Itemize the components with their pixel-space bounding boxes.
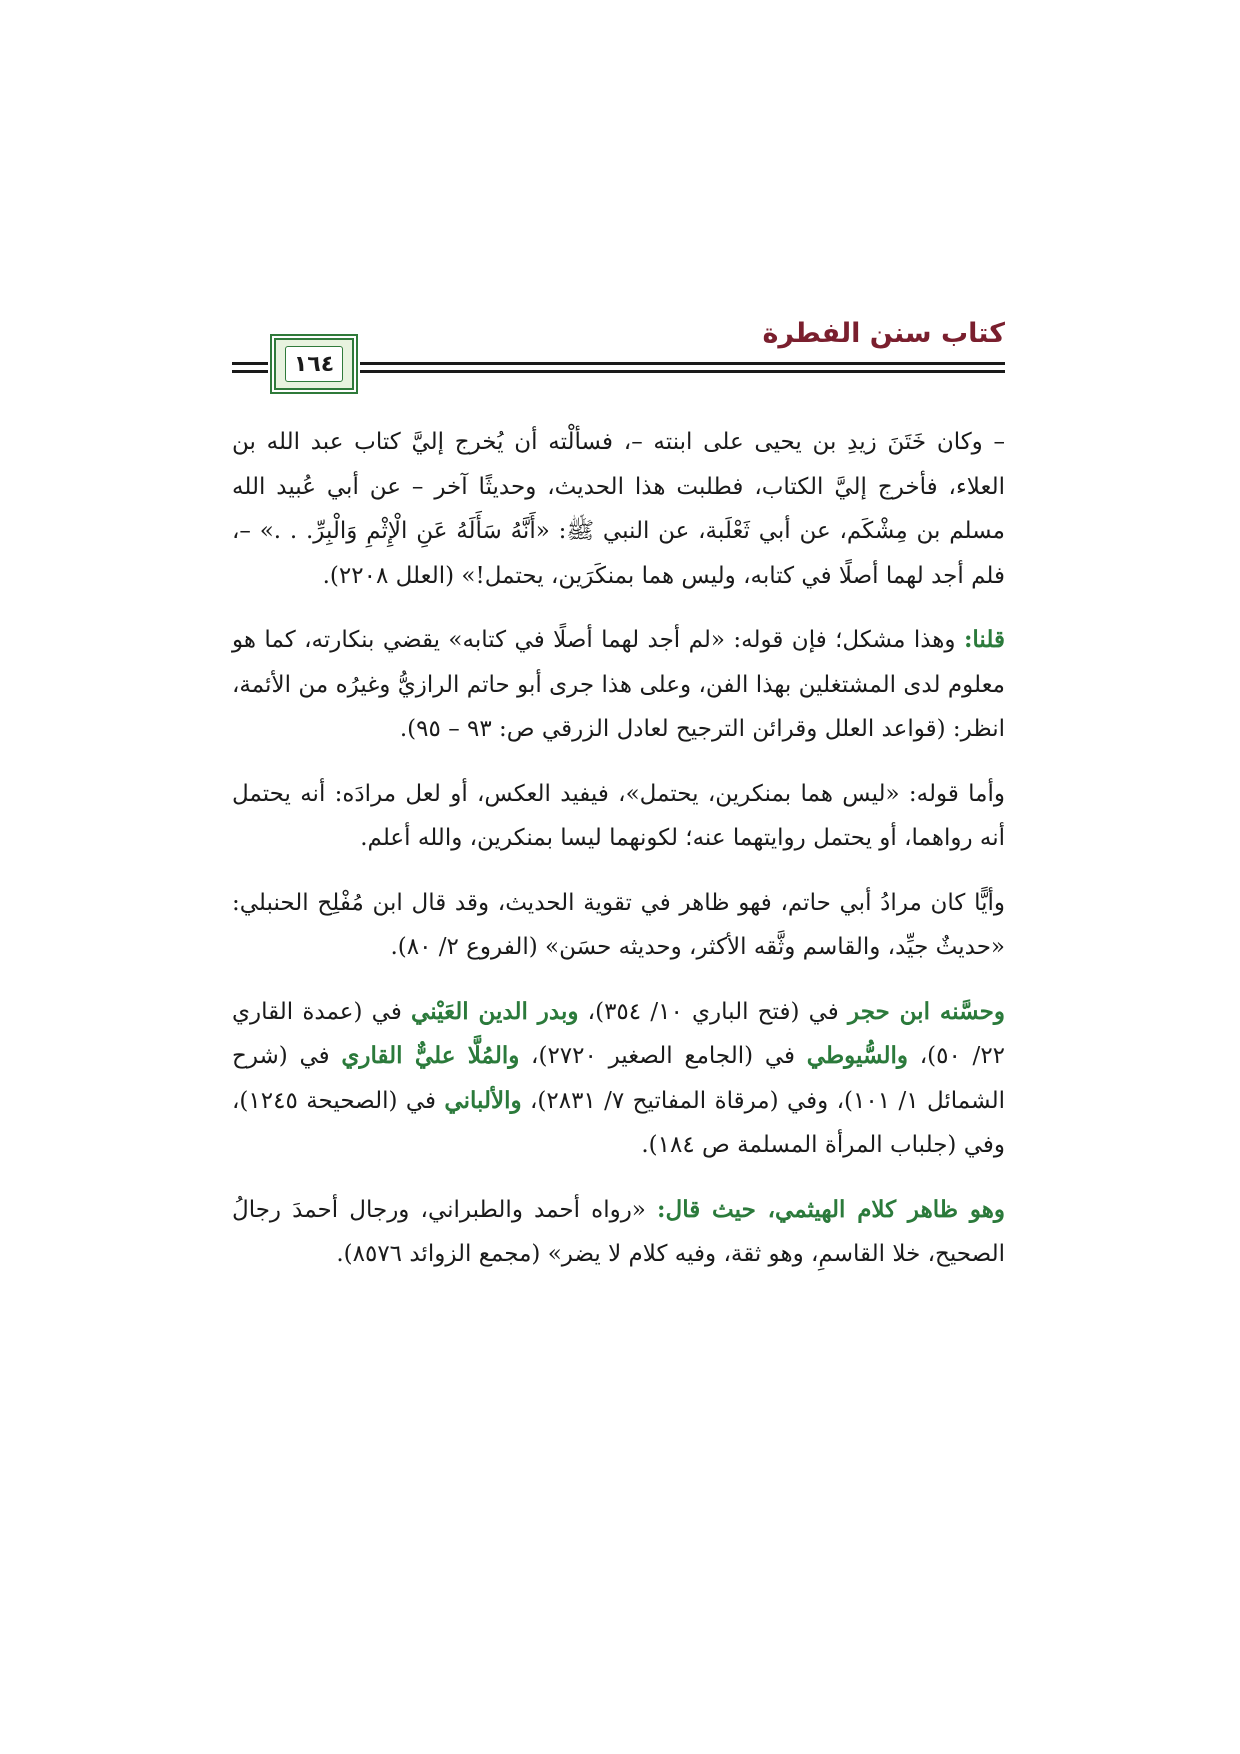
paragraph-text (232, 618, 1005, 752)
paragraph-text: وأيًّا كان مرادُ أبي حاتم، فهو ظاهر في تقوية الحديث، وقد قال ابن مُفْلِح الحنبلي: «حديثٌ جيِّد، والقاسم وثَّقه الأكثر، وحديثه حسَن» (الفروع ٢/ ٨٠). (232, 889, 1005, 960)
paragraph-4 (232, 881, 1005, 970)
main-text (232, 420, 1005, 1297)
highlight-term: والألباني (444, 1086, 522, 1114)
paragraph-text (232, 1188, 1005, 1277)
paragraph-text: – وكان خَتَنَ زيدِ بن يحيى على ابنته –، فسألْته أن يُخرج إليَّ كتاب عبد الله بن العلاء، فأخرج إليَّ الكتاب، فطلبت هذا الحديث، وحديثًا آخر – عن أبي عُبيد الله مسلم بن مِشْكَم، عن أبي ثَعْلَبة، عن النبي ﷺ: «أَنَّهُ سَأَلَهُ عَنِ الْإِثْمِ وَالْبِرِّ. . .» –، فلم أجد لهما أصلًا في كتابه، وليس هما بمنكَرَين، يحتمل!» (العلل ٢٢٠٨). (232, 429, 1005, 589)
paragraph-body: في (فتح الباري ١٠/ ٣٥٤)، (578, 998, 849, 1025)
header-rule (232, 370, 268, 373)
paragraph-body: في (عمدة القاري ٢٢/ ٥٠)، (232, 998, 1006, 1069)
paragraph-3 (232, 772, 1005, 861)
page-number-frame (274, 338, 354, 390)
book-title: كتاب سنن الفطرة (762, 318, 1005, 349)
paragraph-2 (232, 618, 1005, 752)
paragraph-5 (232, 990, 1005, 1168)
highlight-term: قلنا: (963, 626, 1005, 653)
highlight-term: وهو ظاهر كلام الهيثمي، حيث قال: (657, 1195, 1005, 1223)
paragraph-body: في (الجامع الصغير ٢٧٢٠)، (519, 1043, 807, 1069)
paragraph-1 (232, 420, 1005, 598)
highlight-term: وبدر الدين العَيْني (411, 997, 579, 1025)
page-header (232, 318, 1005, 398)
header-rule (360, 370, 1005, 373)
paragraph-body: في (الصحيحة ١٢٤٥)، وفي (جلباب المرأة المسلمة ص ١٨٤). (232, 1087, 1005, 1158)
highlight-term: والمُلَّا عليٌّ القاري (341, 1042, 520, 1069)
paragraph-body: وهذا مشكل؛ فإن قوله: «لم أجد لهما أصلًا في كتابه» يقضي بنكارته، كما هو معلوم لدى المشتغلين بهذا الفن، وعلى هذا جرى أبو حاتم الرازيُّ وغيرُه من الأئمة، انظر: (قواعد العلل وقرائن الترجيح لعادل الزرقي ص: ٩٣ – ٩٥). (232, 627, 1005, 742)
header-rule (232, 362, 268, 365)
page-number: ١٦٤ (285, 346, 343, 382)
paragraph-body: «رواه أحمد والطبراني، ورجال أحمدَ رجالُ الصحيح، خلا القاسمِ، وهو ثقة، وفيه كلام لا يضر» (مجمع الزوائد ٨٥٧٦). (232, 1196, 1005, 1267)
header-rule (360, 362, 1005, 365)
paragraph-text (232, 990, 1005, 1168)
paragraph-text: وأما قوله: «ليس هما بمنكرين، يحتمل»، فيفيد العكس، أو لعل مرادَه: أنه يحتمل أنه رواهما، أو يحتمل روايتهما عنه؛ لكونهما ليسا بمنكرين، والله أعلم. (232, 780, 1005, 851)
highlight-term: وحسَّنه ابن حجر (848, 997, 1005, 1025)
paragraph-6 (232, 1188, 1005, 1277)
paragraph-body: في (شرح الشمائل ١/ ١٠١)، وفي (مرقاة المفاتيح ٧/ ٢٨٣١)، (232, 1043, 1006, 1114)
highlight-term: والسُّيوطي (806, 1042, 909, 1069)
